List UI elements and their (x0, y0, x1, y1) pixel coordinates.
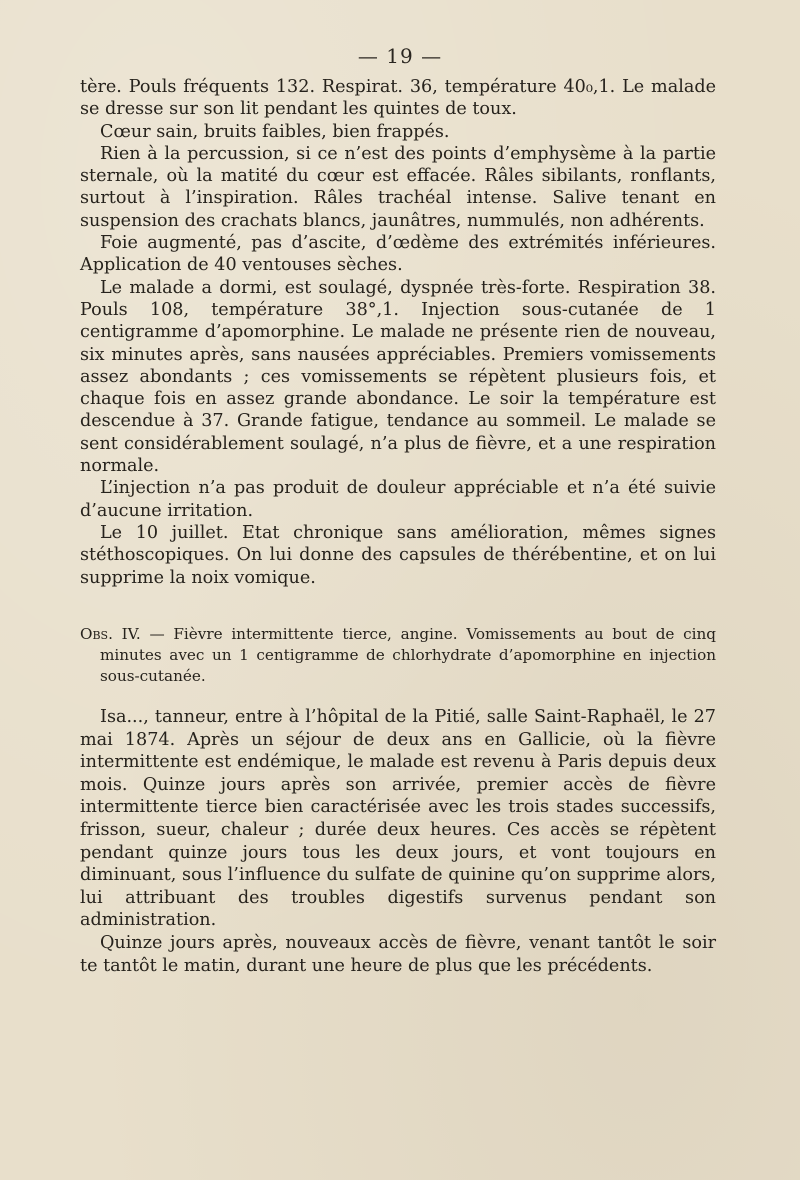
observation-text: — Fièvre intermittente tierce, angine. Vomissements au bout de cinq minutes avec un 1 centigramme de chlorhydrate d’apomorphine en injection sous-cutanée. (100, 625, 716, 685)
paragraph: Rien à la percussion, si ce n’est des points d’emphysème à la partie sternale, où la matité du cœur est effacée. Râles sibilants, ronflants, surtout à l’inspiration. Râles trachéal intense. Salive tenant en suspension des crachats blancs, jaunâtres, nummulés, non adhérents. (80, 143, 716, 231)
paragraph: Isa..., tanneur, entre à l’hôpital de la Pitié, salle Saint-Raphaël, le 27 mai 1874. Après un séjour de deux ans en Gallicie, où la fièvre intermittente est endémique, le malade est revenu à Paris depuis deux mois. Quinze jours après son arrivée, premier accès de fièvre intermittente tierce bien caractérisée avec les trois stades successifs, frisson, sueur, chaleur ; durée deux heures. Ces accès se répètent pendant quinze jours tous les deux jours, et vont toujours en diminuant, sous l’influence du sulfate de quinine qu’on supprime alors, lui attribuant des troubles digestifs survenus pendant son administration. (80, 707, 716, 931)
paragraph: Le 10 juillet. Etat chronique sans amélioration, mêmes signes stéthoscopiques. On lui donne des capsules de thérébentine, et on lui supprime la noix vomique. (80, 522, 716, 588)
paragraph: L’injection n’a pas produit de douleur appréciable et n’a été suivie d’aucune irritation. (80, 478, 716, 521)
observation-summary (80, 624, 716, 687)
paragraph: Quinze jours après, nouveaux accès de fièvre, venant tantôt le soir te tantôt le matin, durant une heure de plus que les précédents. (80, 932, 716, 976)
paragraph: Le malade a dormi, est soulagé, dyspnée très-forte. Respiration 38. Pouls 108, température 38°,1. Injection sous-cutanée de 1 centigramme d’apomorphine. Le malade ne présente rien de nouveau, six minutes après, sans nausées appréciables. Premiers vomissements assez abondants ; ces vomissements se répètent plusieurs fois, et chaque fois en assez grande abondance. Le soir la température est descendue à 37. Grande fatigue, tendance au sommeil. Le malade se sent considérablement soulagé, n’a plus de fièvre, et a une respiration normale. (80, 277, 716, 477)
case-continuation (80, 76, 716, 589)
paragraph: Foie augmenté, pas d’ascite, d’œdème des extrémités inférieures. Application de 40 ventouses sèches. (80, 233, 716, 276)
observation-label: Obs. IV. (80, 625, 141, 643)
paragraph: Cœur sain, bruits faibles, bien frappés. (100, 121, 450, 142)
observation-heading (80, 624, 716, 687)
page-number: — 19 — (357, 44, 443, 68)
case-iv-body (80, 706, 716, 977)
paragraph: tère. Pouls fréquents 132. Respirat. 36, température 40₀,1. Le malade se dresse sur son lit pendant les quintes de toux. (80, 77, 716, 120)
